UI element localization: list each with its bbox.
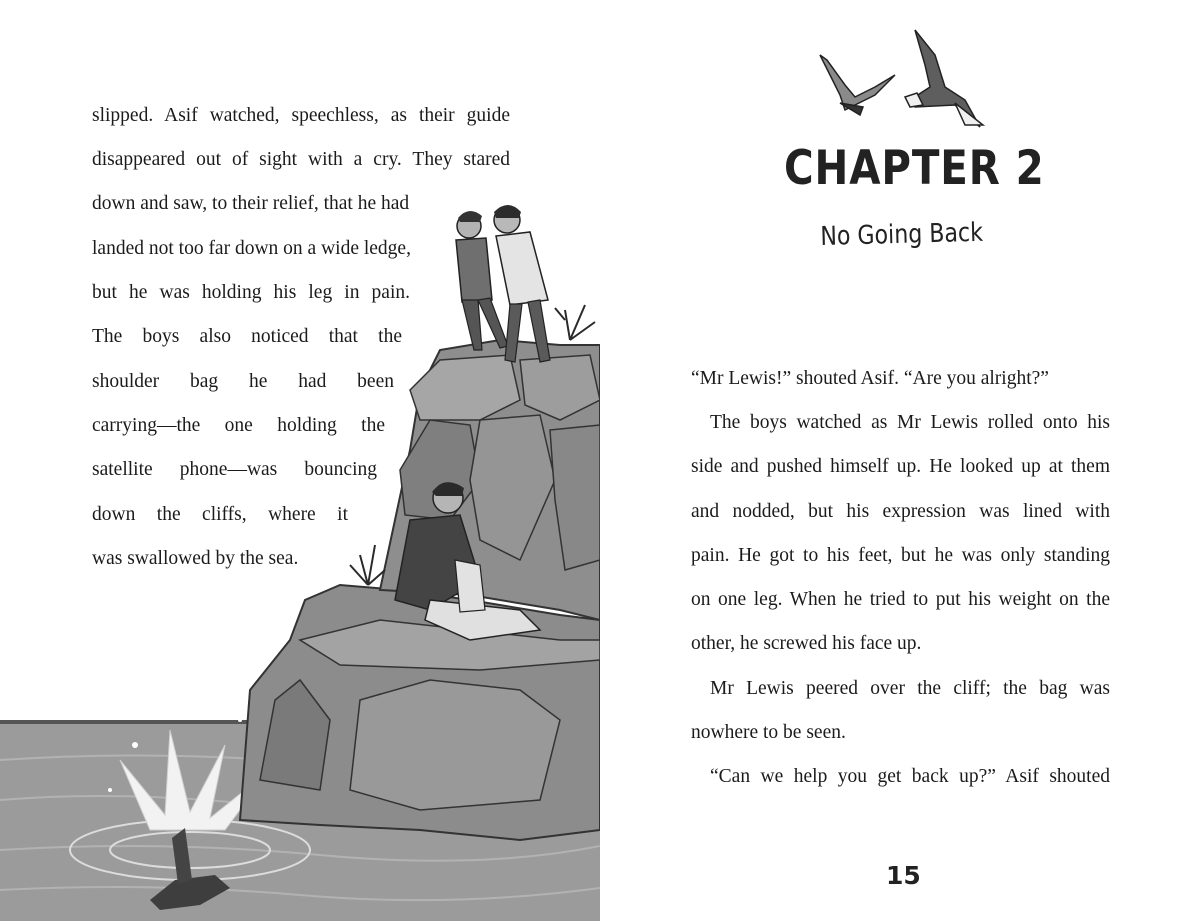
- text-line: Mr Lewis peered over the cliff; the bag was: [710, 678, 1110, 699]
- text-line: disappeared out of sight with a cry. They stared: [92, 149, 510, 170]
- eagles-illustration: [815, 25, 990, 135]
- text-line: on one leg. When he tried to put his weight on the: [691, 589, 1110, 610]
- text-line: satellite phone—was bouncing: [92, 459, 377, 480]
- chapter-subtitle: No Going Back: [820, 217, 984, 252]
- text-line: side and pushed himself up. He looked up at them: [691, 456, 1110, 477]
- text-line: nowhere to be seen.: [691, 722, 846, 743]
- text-line: The boys watched as Mr Lewis rolled onto his: [710, 412, 1110, 433]
- text-line: other, he screwed his face up.: [691, 633, 922, 654]
- text-line: down the cliffs, where it: [92, 504, 348, 525]
- text-line: “Can we help you get back up?” Asif shouted: [710, 766, 1110, 787]
- text-line: carrying—the one holding the: [92, 415, 385, 436]
- chapter-heading: CHAPTER 2: [784, 141, 1045, 196]
- text-line: “Mr Lewis!” shouted Asif. “Are you alright?”: [691, 368, 1049, 389]
- text-line: and nodded, but his expression was lined with: [691, 501, 1110, 522]
- text-line: but he was holding his leg in pain.: [92, 282, 410, 303]
- text-line: was swallowed by the sea.: [92, 548, 299, 569]
- text-line: The boys also noticed that the: [92, 326, 402, 347]
- text-line: down and saw, to their relief, that he had: [92, 193, 410, 214]
- text-line: landed not too far down on a wide ledge,: [92, 238, 411, 259]
- text-line: shoulder bag he had been: [92, 371, 394, 392]
- boys-figures: [456, 205, 550, 362]
- text-line: slipped. Asif watched, speechless, as their guide: [92, 105, 510, 126]
- text-line: pain. He got to his feet, but he was only standing: [691, 545, 1110, 566]
- page-number: 15: [886, 861, 921, 890]
